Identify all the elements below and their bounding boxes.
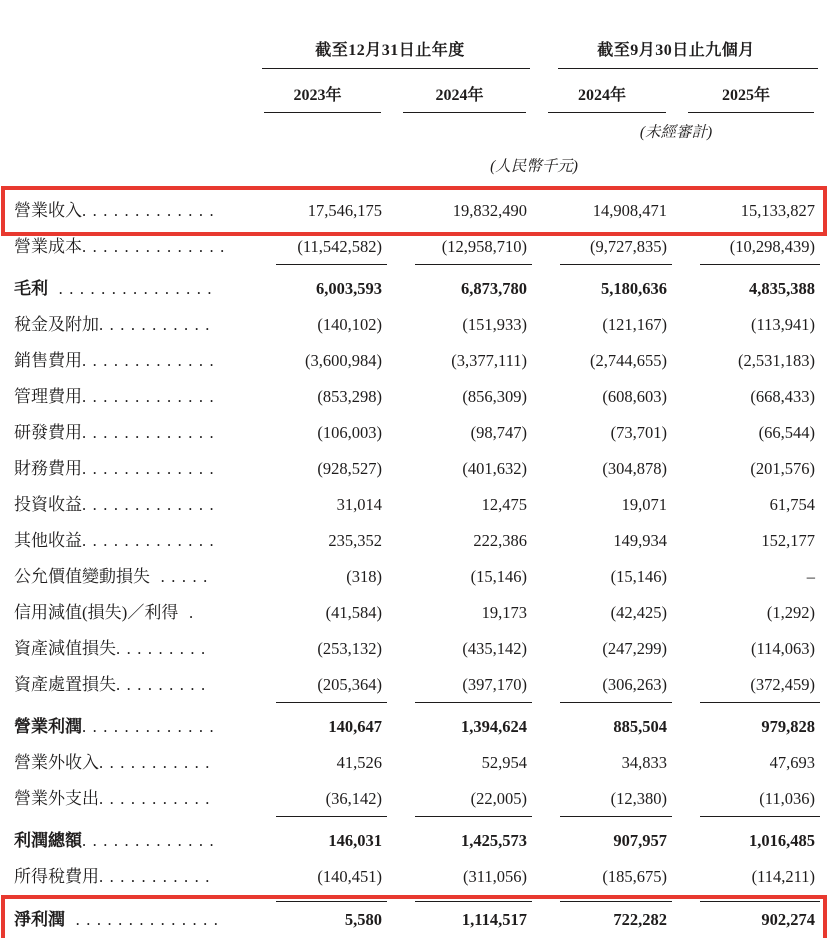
table-header: [8, 12, 820, 193]
dot-leader: ...........: [99, 315, 216, 334]
currency-note: (人民幣千元): [490, 158, 578, 175]
cell-value: 979,828: [761, 717, 816, 736]
cell-value: (2,744,655): [590, 351, 668, 370]
dot-leader: .........: [116, 639, 212, 658]
cell-value: 907,957: [613, 831, 668, 850]
cell-value: (856,309): [462, 387, 528, 406]
dot-leader: .............: [82, 201, 221, 220]
row-label: [8, 559, 248, 595]
cell-value: (140,102): [317, 315, 382, 334]
row-label-text: 營業收入: [14, 201, 82, 220]
cell-value: (247,299): [602, 639, 668, 658]
table-row: [8, 487, 820, 523]
row-label-text: 毛利: [14, 279, 48, 298]
table-row: [8, 193, 820, 229]
cell-value: (15,146): [470, 567, 528, 586]
row-label-text: 營業利潤: [14, 717, 82, 736]
table-row: [8, 523, 820, 559]
dot-leader: .............: [82, 717, 221, 736]
dot-leader: ...............: [48, 279, 218, 298]
cell-value: (928,527): [317, 459, 382, 478]
cell-value: 19,071: [621, 495, 668, 514]
cell-value: 15,133,827: [740, 201, 816, 220]
row-label: [8, 379, 248, 415]
table-row: [8, 667, 820, 703]
cell-value: (98,747): [470, 423, 528, 442]
row-label-text: 稅金及附加: [14, 315, 99, 334]
cell-value: (304,878): [602, 459, 668, 478]
row-label-text: 營業外支出: [14, 789, 99, 808]
header-spacer: [8, 179, 820, 193]
cell-value: 5,180,636: [601, 279, 668, 298]
col-header-2025-9m: 2025年: [672, 69, 820, 113]
row-label: [8, 902, 248, 938]
table-body: [8, 193, 820, 938]
dot-leader: .............: [82, 423, 221, 442]
dot-leader: .............: [82, 387, 221, 406]
table-row: [8, 451, 820, 487]
cell-value: 17,546,175: [307, 201, 382, 220]
row-label-text: 公允價值變動損失: [14, 567, 150, 586]
cell-value: 5,580: [344, 910, 382, 929]
row-label: [8, 703, 248, 745]
cell-value: (318): [346, 567, 382, 586]
row-label: [8, 265, 248, 307]
cell-value: (114,063): [751, 639, 816, 658]
cell-value: 1,425,573: [461, 831, 528, 850]
cell-value: 52,954: [481, 753, 528, 772]
cell-value: 47,693: [769, 753, 816, 772]
cell-value: 12,475: [481, 495, 528, 514]
unaudited-note: (未經審計): [639, 124, 713, 141]
table-row: [8, 781, 820, 817]
row-label-text: 營業外收入: [14, 753, 99, 772]
row-label: [8, 631, 248, 667]
cell-value: (668,433): [750, 387, 816, 406]
row-label-text: 資產處置損失: [14, 675, 116, 694]
cell-value: 146,031: [328, 831, 382, 850]
currency-note-row: [8, 145, 820, 179]
cell-value: 1,114,517: [461, 910, 528, 929]
cell-value: (36,142): [248, 781, 387, 817]
cell-value: (311,056): [387, 859, 532, 902]
row-label: [8, 307, 248, 343]
cell-value: 140,647: [328, 717, 382, 736]
dot-leader: ..............: [65, 910, 225, 929]
table-row: [8, 902, 820, 938]
row-label-text: 其他收益: [14, 531, 82, 550]
row-label: [8, 817, 248, 859]
cell-value: (306,263): [532, 667, 672, 703]
cell-value: 235,352: [328, 531, 382, 550]
cell-value: (205,364): [248, 667, 387, 703]
row-label: [8, 745, 248, 781]
dot-leader: ...........: [99, 789, 216, 808]
cell-value: (10,298,439): [672, 229, 820, 265]
cell-value: 41,526: [336, 753, 382, 772]
dot-leader: ...........: [99, 867, 216, 886]
cell-value: (2,531,183): [738, 351, 816, 370]
cell-value: (114,211): [672, 859, 820, 902]
row-label-text: 研發費用: [14, 423, 82, 442]
cell-value: (113,941): [751, 315, 816, 334]
row-label: [8, 415, 248, 451]
dot-leader: ..............: [82, 237, 231, 256]
cell-value: 61,754: [769, 495, 816, 514]
cell-value: (253,132): [317, 639, 382, 658]
year-header-row: [8, 69, 820, 113]
period-group-year-ended: 截至12月31日止年度: [248, 12, 532, 69]
cell-value: (3,600,984): [305, 351, 382, 370]
cell-value: 6,873,780: [461, 279, 528, 298]
dot-leader: .............: [82, 459, 221, 478]
cell-value: (73,701): [610, 423, 668, 442]
cell-value: (9,727,835): [532, 229, 672, 265]
table-row: [8, 379, 820, 415]
row-label: [8, 595, 248, 631]
cell-value: 222,386: [473, 531, 528, 550]
cell-value: 19,832,490: [452, 201, 528, 220]
cell-value: 19,173: [481, 603, 528, 622]
dot-leader: .............: [82, 351, 221, 370]
row-label-text: 淨利潤: [14, 910, 65, 929]
income-statement-table: [8, 12, 820, 938]
dot-leader: .............: [82, 495, 221, 514]
cell-value: (66,544): [758, 423, 816, 442]
table-row: [8, 859, 820, 902]
cell-value: (608,603): [602, 387, 668, 406]
cell-value: (401,632): [462, 459, 528, 478]
dot-leader: ...........: [99, 753, 216, 772]
cell-value: 4,835,388: [749, 279, 816, 298]
table-row: [8, 307, 820, 343]
dot-leader: .: [178, 603, 200, 622]
cell-value: (106,003): [317, 423, 382, 442]
cell-value: (41,584): [325, 603, 382, 622]
row-label-text: 利潤總額: [14, 831, 82, 850]
cell-value: (121,167): [602, 315, 668, 334]
dot-leader: .........: [116, 675, 212, 694]
col-header-2024-9m: 2024年: [532, 69, 672, 113]
cell-value: –: [806, 567, 816, 586]
unaudited-note-row: [8, 113, 820, 145]
dot-leader: .............: [82, 831, 221, 850]
table-row: [8, 745, 820, 781]
cell-value: (185,675): [532, 859, 672, 902]
cell-value: (1,292): [766, 603, 816, 622]
table-row: [8, 265, 820, 307]
table-row: [8, 343, 820, 379]
row-label: [8, 487, 248, 523]
table-row: [8, 229, 820, 265]
row-label: [8, 193, 248, 229]
cell-value: 34,833: [621, 753, 668, 772]
table-row: [8, 703, 820, 745]
cell-value: 31,014: [336, 495, 382, 514]
cell-value: 6,003,593: [316, 279, 382, 298]
cell-value: (15,146): [610, 567, 668, 586]
col-header-2023: 2023年: [248, 69, 387, 113]
dot-leader: .....: [150, 567, 214, 586]
row-label: [8, 451, 248, 487]
cell-value: (12,958,710): [387, 229, 532, 265]
row-label-text: 財務費用: [14, 459, 82, 478]
cell-value: (372,459): [672, 667, 820, 703]
row-label: [8, 343, 248, 379]
cell-value: (397,170): [387, 667, 532, 703]
row-label-text: 投資收益: [14, 495, 82, 514]
cell-value: (11,036): [672, 781, 820, 817]
table-row: [8, 817, 820, 859]
table-row: [8, 415, 820, 451]
period-group-row: [8, 12, 820, 69]
cell-value: (140,451): [248, 859, 387, 902]
row-label-text: 所得稅費用: [14, 867, 99, 886]
cell-value: 722,282: [613, 910, 668, 929]
table-row: [8, 631, 820, 667]
row-label-text: 管理費用: [14, 387, 82, 406]
row-label-text: 營業成本: [14, 237, 82, 256]
cell-value: 152,177: [761, 531, 816, 550]
cell-value: 902,274: [761, 910, 816, 929]
cell-value: (435,142): [462, 639, 528, 658]
cell-value: 885,504: [613, 717, 668, 736]
period-group-nine-months: 截至9月30日止九個月: [532, 12, 820, 69]
row-label: [8, 229, 248, 265]
cell-value: 1,394,624: [461, 717, 528, 736]
cell-value: (11,542,582): [248, 229, 387, 265]
cell-value: (22,005): [387, 781, 532, 817]
row-label-text: 資產減值損失: [14, 639, 116, 658]
row-label: [8, 523, 248, 559]
row-label: [8, 667, 248, 703]
row-label: [8, 859, 248, 902]
cell-value: 1,016,485: [749, 831, 816, 850]
table-row: [8, 559, 820, 595]
cell-value: 149,934: [613, 531, 668, 550]
table-row: [8, 595, 820, 631]
cell-value: (3,377,111): [451, 351, 528, 370]
cell-value: (201,576): [750, 459, 816, 478]
row-label: [8, 781, 248, 817]
dot-leader: .............: [82, 531, 221, 550]
cell-value: 14,908,471: [592, 201, 668, 220]
cell-value: (853,298): [317, 387, 382, 406]
row-label-text: 信用減值(損失)／利得: [14, 603, 179, 622]
row-label-text: 銷售費用: [14, 351, 82, 370]
col-header-2024fy: 2024年: [387, 69, 532, 113]
cell-value: (12,380): [532, 781, 672, 817]
cell-value: (151,933): [462, 315, 528, 334]
cell-value: (42,425): [610, 603, 668, 622]
